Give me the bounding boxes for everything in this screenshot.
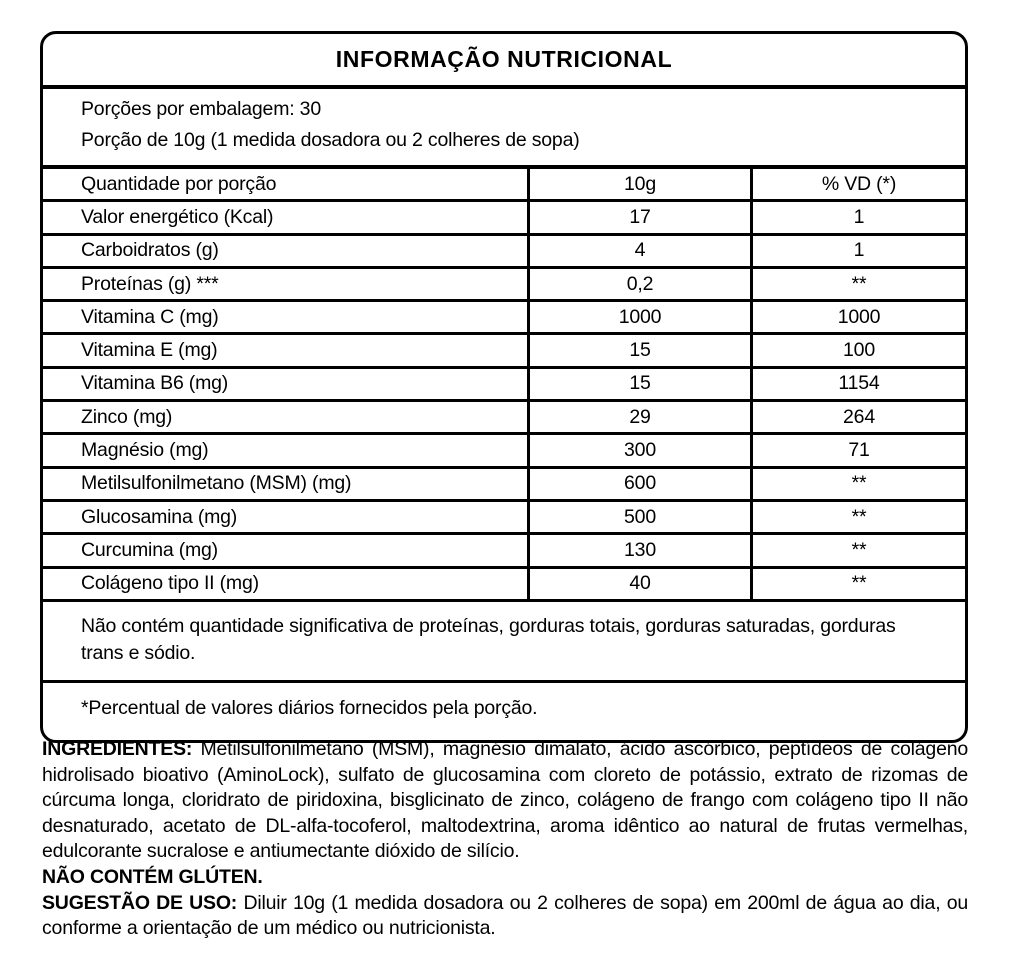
gluten-free-notice: NÃO CONTÉM GLÚTEN.: [42, 865, 263, 888]
table-row: [43, 266, 965, 299]
ingredients-heading: INGREDIENTES:: [42, 738, 193, 760]
ingredients-text: Metilsulfonilmetano (MSM), magnésio dimalato, ácido ascórbico, peptídeos de colágeno hidrolisado bioativo (AminoLock), sulfato de glucosamina com cloreto de potássio, extrato de rizomas de cúrcuma longa, cloridrato de piridoxina, bisglicinato de zinco, colágeno de frango com colágeno tipo II não desnaturado, acetato de DL-alfa-tocoferol, maltodextrina, aroma idêntico ao natural de frutas vermelhas, edulcorante sucralose e antiumectante dióxido de silício.: [42, 738, 969, 863]
nutrient-label: Zinco (mg): [81, 405, 173, 428]
header-quantity-per-serving: Quantidade por porção: [81, 172, 277, 195]
table-row: [43, 199, 965, 232]
nutrient-qty: 130: [527, 535, 750, 565]
nutrient-qty: 15: [527, 369, 750, 399]
nutrient-qty: 4: [527, 236, 750, 266]
header-serving-amount: 10g: [527, 169, 750, 199]
nutrient-label: Curcumina (mg): [81, 538, 218, 561]
nutrient-vd: 1: [750, 202, 965, 232]
table-row: [43, 366, 965, 399]
nutrient-vd: 71: [750, 435, 965, 465]
no-significant-amounts-note: Não contém quantidade significativa de proteínas, gorduras totais, gorduras saturadas, gorduras trans e sódio.: [43, 599, 965, 680]
nutrient-label: Magnésio (mg): [81, 439, 209, 462]
nutrient-vd: 264: [750, 402, 965, 432]
table-row: [43, 299, 965, 332]
header-daily-value: % VD (*): [750, 169, 965, 199]
serving-size: Porção de 10g (1 medida dosadora ou 2 colheres de sopa): [81, 129, 580, 151]
nutrient-qty: 15: [527, 335, 750, 365]
usage-text: Diluir 10g (1 medida dosadora ou 2 colheres de sopa) em 200ml de água ao dia, ou conforme a orientação de um médico ou nutricionista.: [42, 891, 969, 940]
nutrient-vd: **: [750, 569, 965, 599]
nutrient-label: Valor energético (Kcal): [81, 205, 274, 228]
nutrient-vd: **: [750, 269, 965, 299]
table-header-row: [43, 165, 965, 199]
ingredients-paragraph: [42, 737, 968, 865]
nutrient-vd: **: [750, 502, 965, 532]
nutrient-qty: 17: [527, 202, 750, 232]
usage-heading: SUGESTÃO DE USO:: [42, 891, 238, 914]
servings-per-package: Porções por embalagem: 30: [81, 98, 321, 120]
table-row: [43, 432, 965, 465]
nutrient-label: Glucosamina (mg): [81, 505, 238, 528]
table-row: [43, 499, 965, 532]
nutrient-label: Vitamina B6 (mg): [81, 372, 229, 395]
nutrient-qty: 600: [527, 469, 750, 499]
nutrient-label: Proteínas (g) ***: [81, 272, 219, 295]
nutrient-label: Metilsulfonilmetano (MSM) (mg): [81, 472, 352, 495]
nutrient-qty: 1000: [527, 302, 750, 332]
nutrient-qty: 29: [527, 402, 750, 432]
nutrient-vd: 1: [750, 236, 965, 266]
nutrient-qty: 40: [527, 569, 750, 599]
table-row: [43, 566, 965, 599]
nutrient-label: Carboidratos (g): [81, 239, 219, 262]
nutrient-vd: **: [750, 535, 965, 565]
usage-paragraph: [42, 891, 968, 942]
nutrient-qty: 500: [527, 502, 750, 532]
daily-value-footnote: *Percentual de valores diários fornecidos pela porção.: [43, 680, 965, 740]
table-row: [43, 532, 965, 565]
nutrient-vd: 1000: [750, 302, 965, 332]
nutrient-label: Vitamina C (mg): [81, 305, 219, 328]
nutrient-qty: 0,2: [527, 269, 750, 299]
nutrient-qty: 300: [527, 435, 750, 465]
table-title: INFORMAÇÃO NUTRICIONAL: [335, 46, 673, 72]
nutrient-vd: 1154: [750, 369, 965, 399]
nutrient-vd: **: [750, 469, 965, 499]
nutrient-label: Colágeno tipo II (mg): [81, 572, 259, 595]
nutrient-vd: 100: [750, 335, 965, 365]
table-row: [43, 466, 965, 499]
nutrition-facts-table: [40, 31, 968, 743]
nutrient-grid: [43, 165, 965, 599]
serving-info-section: [43, 85, 965, 165]
label-text-block: [42, 737, 968, 942]
table-row: [43, 233, 965, 266]
table-row: [43, 399, 965, 432]
table-row: [43, 332, 965, 365]
nutrient-label: Vitamina E (mg): [81, 339, 218, 362]
